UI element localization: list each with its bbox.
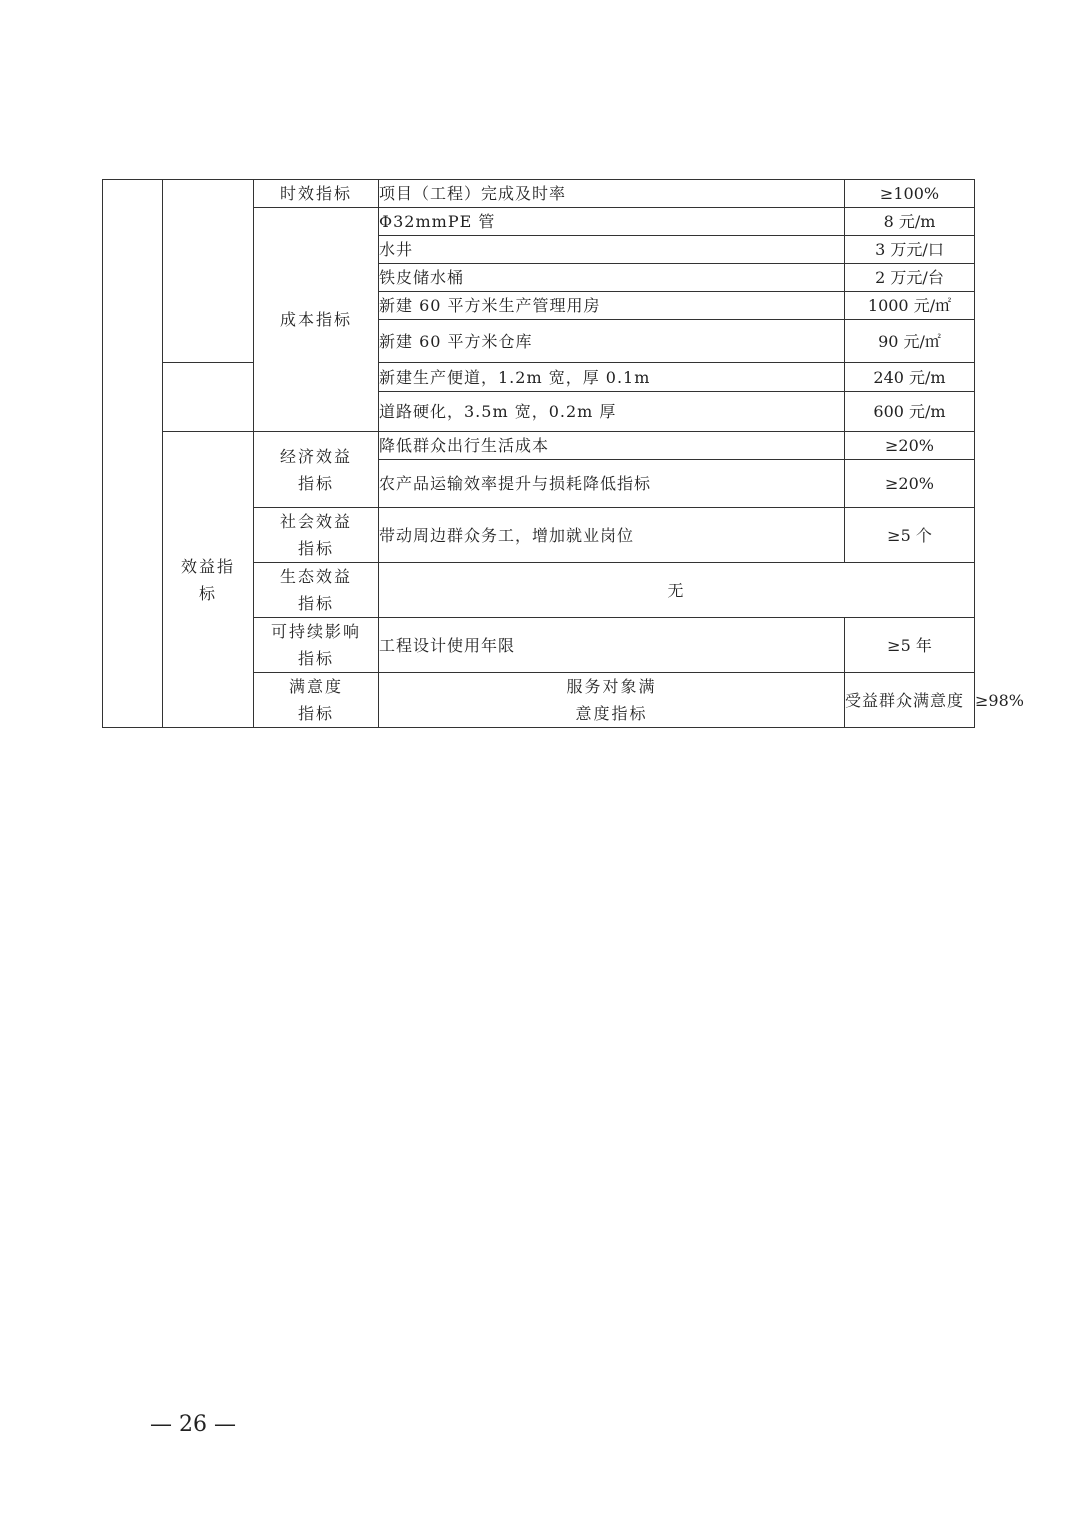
item-cell: 道路硬化，3.5m 宽，0.2m 厚 (379, 392, 845, 432)
item-cell: Φ32mmPE 管 (379, 208, 845, 236)
item-cell: 农产品运输效率提升与损耗降低指标 (379, 460, 845, 508)
value-cell: ≥5 年 (845, 618, 975, 673)
blank-first-column-cell (103, 180, 163, 728)
table-row: 满意度指标 服务对象满意度指标 受益群众满意度 ≥98% (103, 673, 975, 728)
merged-item-cell: 无 (379, 563, 975, 618)
table-row (103, 432, 975, 460)
group-cell (254, 673, 379, 728)
category-cell (254, 618, 379, 673)
category-label: 可持续影响指标 (270, 622, 361, 668)
category-label: 经济效益指标 (279, 446, 352, 493)
value-cell: ≥20% (845, 432, 975, 460)
category-cell (379, 673, 845, 728)
item-cell: 新建 60 平方米生产管理用房 (379, 292, 845, 320)
item-cell: 受益群众满意度 (845, 673, 975, 728)
blank-group-cell (163, 180, 254, 363)
item-cell: 工程设计使用年限 (379, 618, 845, 673)
category-label: 社会效益指标 (279, 512, 352, 558)
item-cell: 项目（工程）完成及时率 (379, 180, 845, 208)
value-cell: 600 元/m (845, 392, 975, 432)
group-label: 效益指标 (180, 556, 235, 603)
value-cell: 2 万元/台 (845, 264, 975, 292)
value-cell: 90 元/㎡ (845, 320, 975, 363)
item-cell: 新建 60 平方米仓库 (379, 320, 845, 363)
value-cell: ≥5 个 (845, 508, 975, 563)
category-cell: 成本指标 (254, 208, 379, 432)
group-cell (163, 432, 254, 728)
category-cell: 时效指标 (254, 180, 379, 208)
value-cell: ≥100% (845, 180, 975, 208)
category-cell (254, 432, 379, 508)
item-cell: 铁皮储水桶 (379, 264, 845, 292)
item-cell: 带动周边群众务工，增加就业岗位 (379, 508, 845, 563)
table-row (103, 363, 975, 392)
item-cell: 降低群众出行生活成本 (379, 432, 845, 460)
indicator-table (102, 179, 1024, 728)
blank-group-cell (163, 363, 254, 432)
value-cell: 8 元/m (845, 208, 975, 236)
category-cell (254, 563, 379, 618)
category-label: 服务对象满意度指标 (566, 677, 657, 723)
value-cell: 1000 元/㎡ (845, 292, 975, 320)
value-cell: 240 元/m (845, 363, 975, 392)
page-number: — 26 — (150, 1412, 236, 1437)
category-label: 生态效益指标 (279, 567, 352, 613)
value-cell: ≥20% (845, 460, 975, 508)
value-cell: 3 万元/口 (845, 236, 975, 264)
item-cell: 新建生产便道，1.2m 宽，厚 0.1m (379, 363, 845, 392)
category-cell (254, 508, 379, 563)
item-cell: 水井 (379, 236, 845, 264)
table-row (103, 180, 975, 208)
group-label: 满意度指标 (288, 677, 343, 723)
